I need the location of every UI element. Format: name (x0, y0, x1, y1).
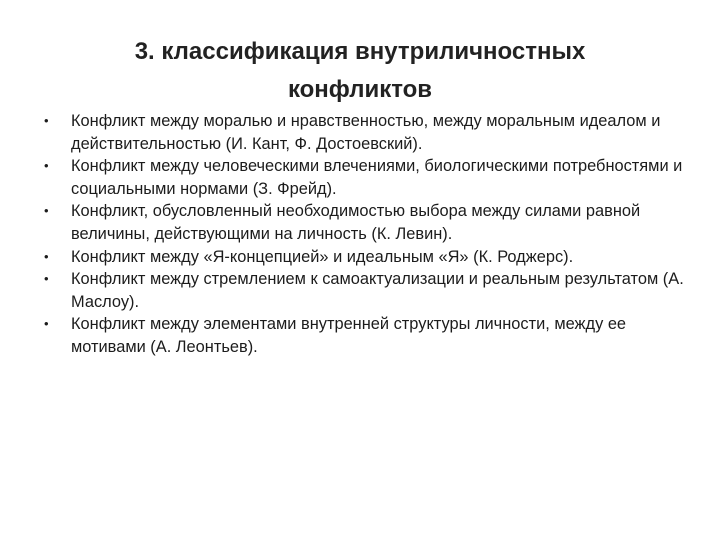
bullet-item-lewin (44, 200, 694, 245)
title-line-1: 3. классификация внутриличностных (134, 38, 586, 65)
bullet-list (44, 110, 694, 359)
bullet-text: Конфликт между элементами внутренней структуры личности, между ее мотивами (А. Леонтьев). (71, 315, 627, 356)
bullet-dot: • (44, 248, 49, 264)
title-line-2: конфликтов (287, 76, 433, 103)
bullet-item-kant (44, 110, 694, 155)
bullet-dot: • (44, 271, 49, 287)
bullet-text: Конфликт между моралью и нравственностью, между моральным идеалом и действительностью (И. Кант, Ф. Достоевский). (71, 112, 661, 153)
bullet-item-leontiev (44, 313, 694, 358)
bullet-item-maslow (44, 268, 694, 313)
bullet-item-freud (44, 155, 694, 200)
bullet-item-rogers (44, 246, 694, 269)
slide-title (60, 33, 660, 109)
bullet-text: Конфликт между «Я-концепцией» и идеальным «Я» (К. Роджерс). (71, 247, 574, 266)
bullet-text: Конфликт между человеческими влечениями, биологическими потребностями и социальными нормами (З. Фрейд). (71, 157, 683, 198)
bullet-text: Конфликт, обусловленный необходимостью выбора между силами равной величины, действующими на личность (К. Левин). (71, 202, 641, 243)
bullet-dot: • (44, 203, 49, 219)
bullet-dot: • (44, 113, 49, 128)
bullet-text: Конфликт между стремлением к самоактуализации и реальным результатом (А. Маслоу). (71, 270, 684, 311)
bullet-dot: • (44, 316, 49, 332)
bullet-dot: • (44, 158, 49, 174)
